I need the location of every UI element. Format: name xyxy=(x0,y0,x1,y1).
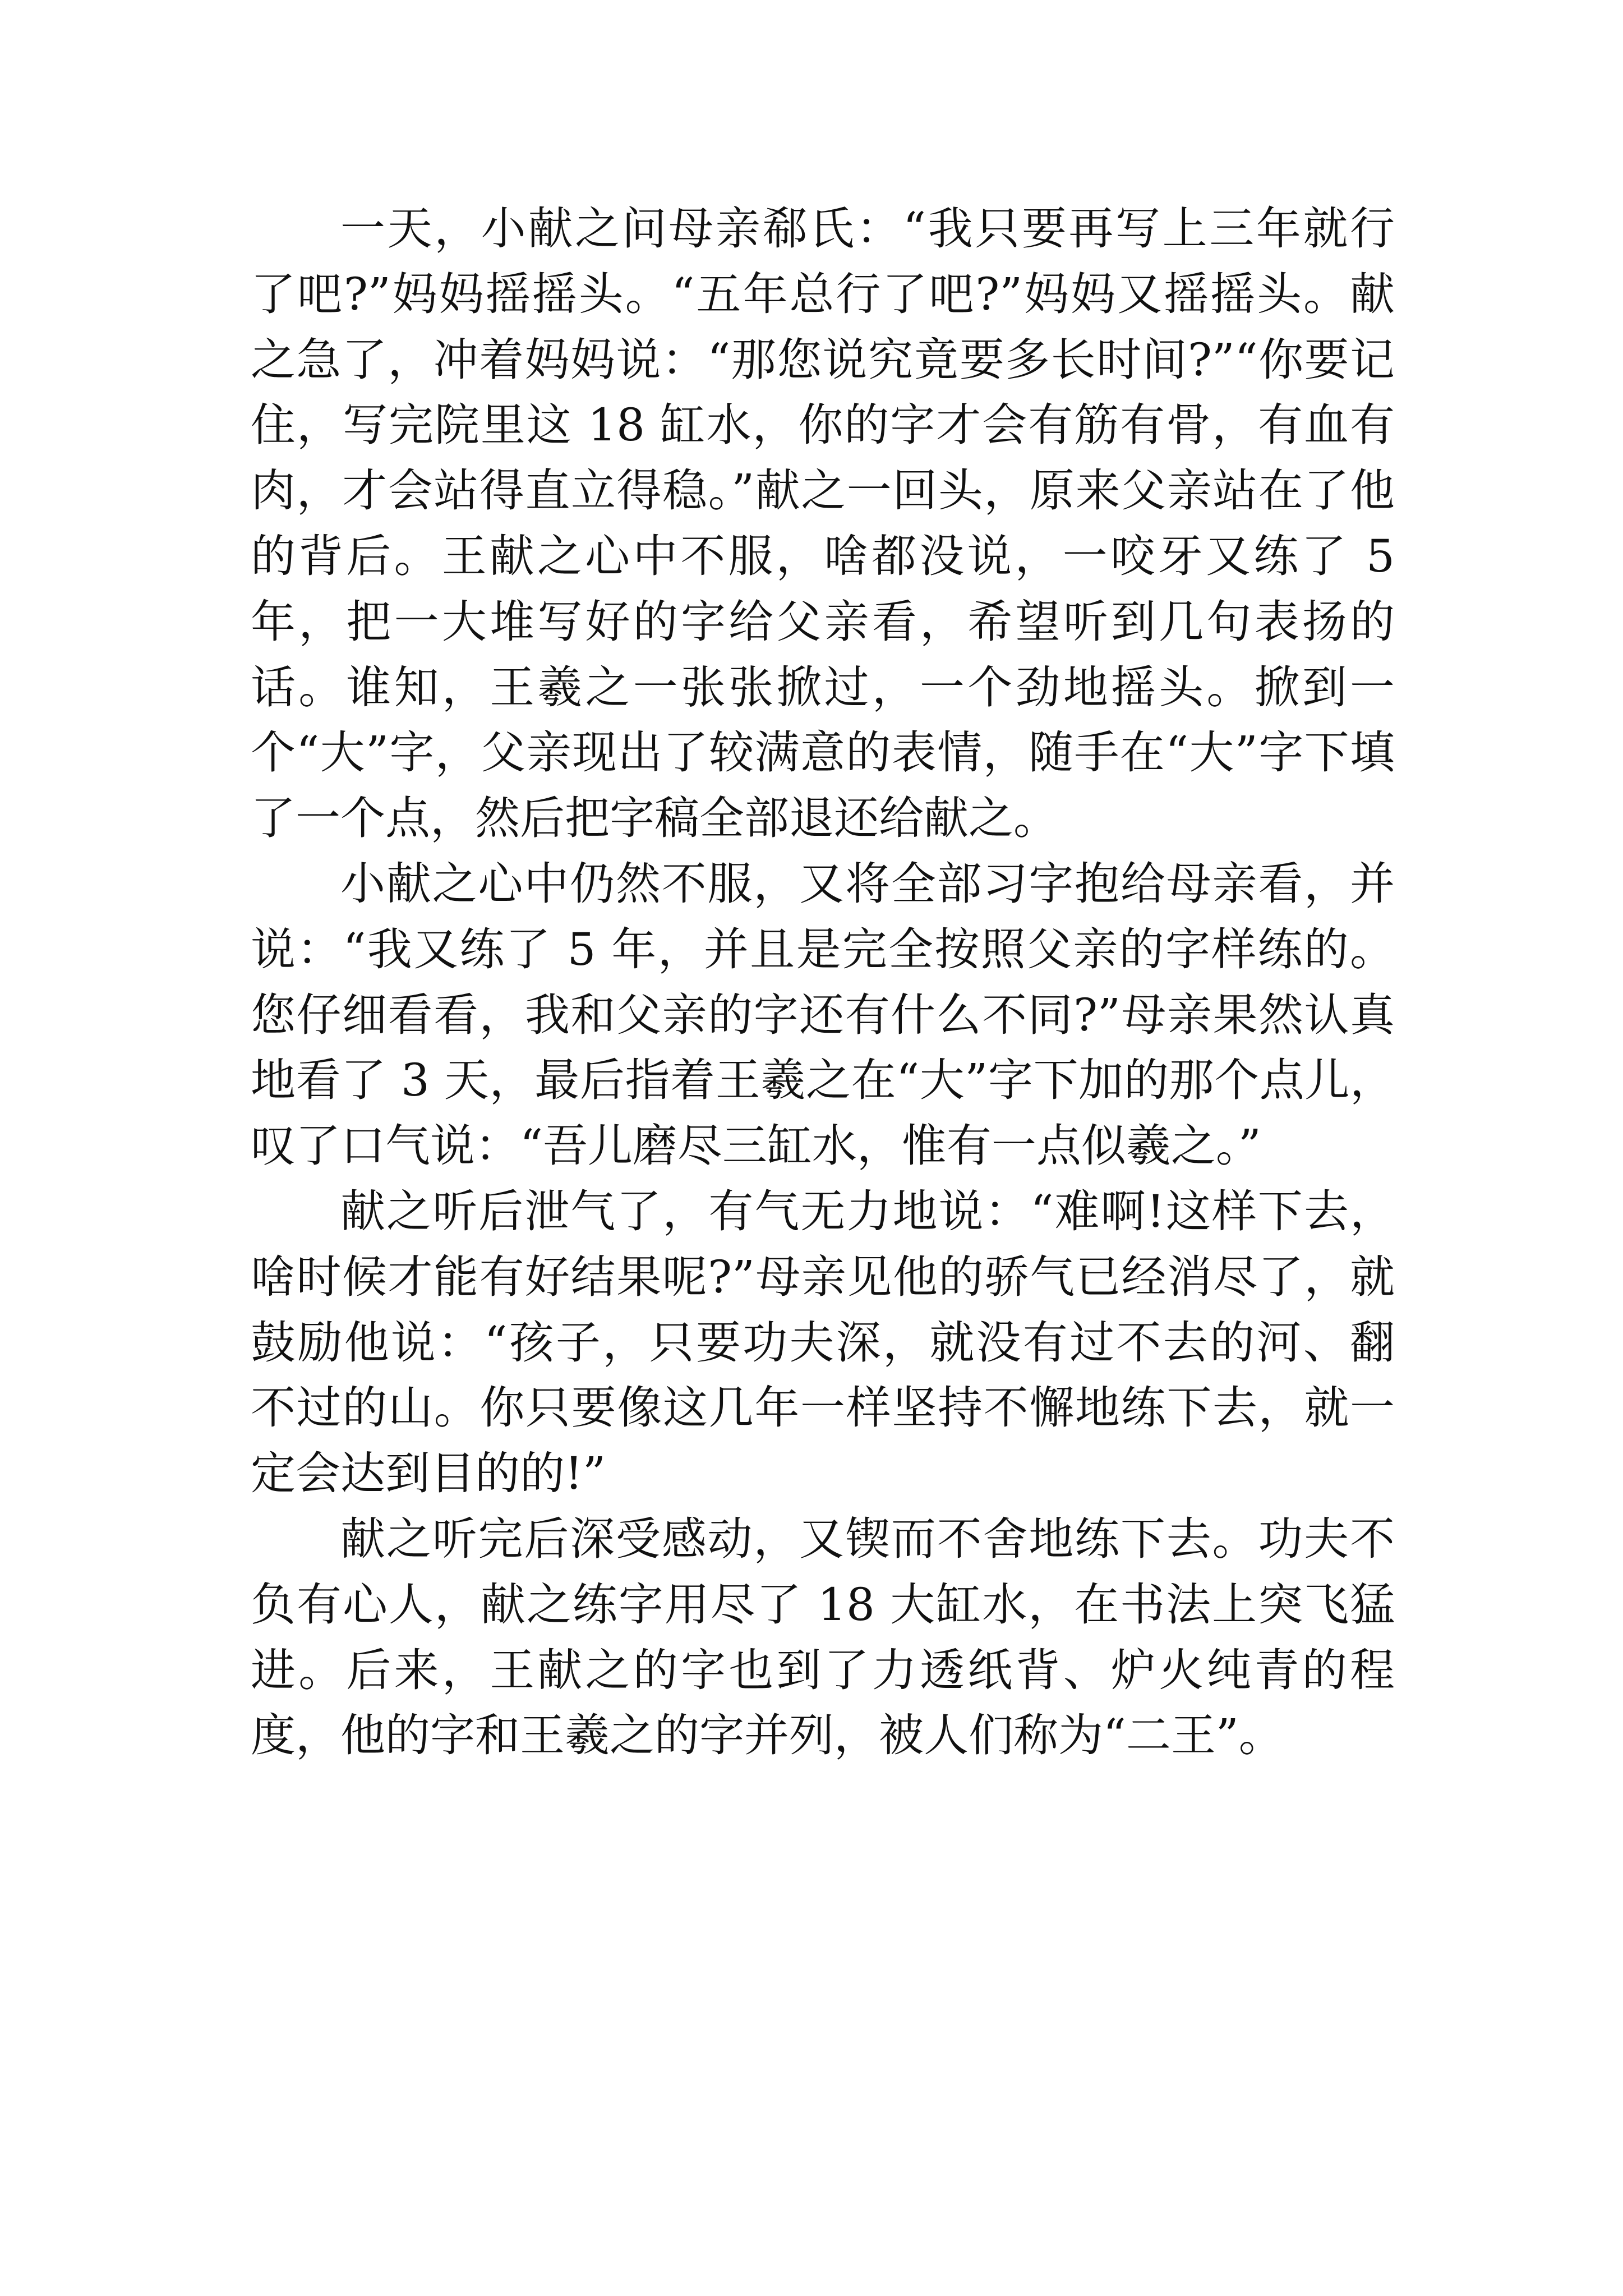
paragraph-2: 小献之心中仍然不服，又将全部习字抱给母亲看，并说：“我又练了 5 年，并且是完全按照父亲的字样练的。您仔细看看，我和父亲的字还有什么不同?”母亲果然认真地看了 3 天，最后指着王羲之在“大”字下加的那个点儿，叹了口气说：“吾儿磨尽三缸水，惟有一点似羲之。” xyxy=(251,857,1395,1172)
paragraph-4: 献之听完后深受感动，又锲而不舍地练下去。功夫不负有心人，献之练字用尽了 18 大缸水，在书法上突飞猛进。后来，王献之的字也到了力透纸背、炉火纯青的程度，他的字和王羲之的字并列，被人们称为“二王”。 xyxy=(251,1512,1395,1762)
paragraph-3: 献之听后泄气了，有气无力地说：“难啊!这样下去，啥时候才能有好结果呢?”母亲见他的骄气已经消尽了，就鼓励他说：“孩子，只要功夫深，就没有过不去的河、翻不过的山。你只要像这几年一样坚持不懈地练下去，就一定会达到目的的!” xyxy=(251,1185,1395,1500)
paragraph-1: 一天，小献之问母亲郗氏：“我只要再写上三年就行了吧?”妈妈摇摇头。“五年总行了吧?”妈妈又摇摇头。献之急了，冲着妈妈说：“那您说究竟要多长时间?”“你要记住，写完院里这 18 缸水，你的字才会有筋有骨，有血有肉，才会站得直立得稳。”献之一回头，原来父亲站在了他的背后。王献之心中不服，啥都没说，一咬牙又练了 5 年，把一大堆写好的字给父亲看，希望听到几句表扬的话。谁知，王羲之一张张掀过，一个劲地摇头。掀到一个“大”字，父亲现出了较满意的表情，随手在“大”字下填了一个点，然后把字稿全部退还给献之。 xyxy=(251,203,1395,845)
body-text xyxy=(251,196,1395,1769)
